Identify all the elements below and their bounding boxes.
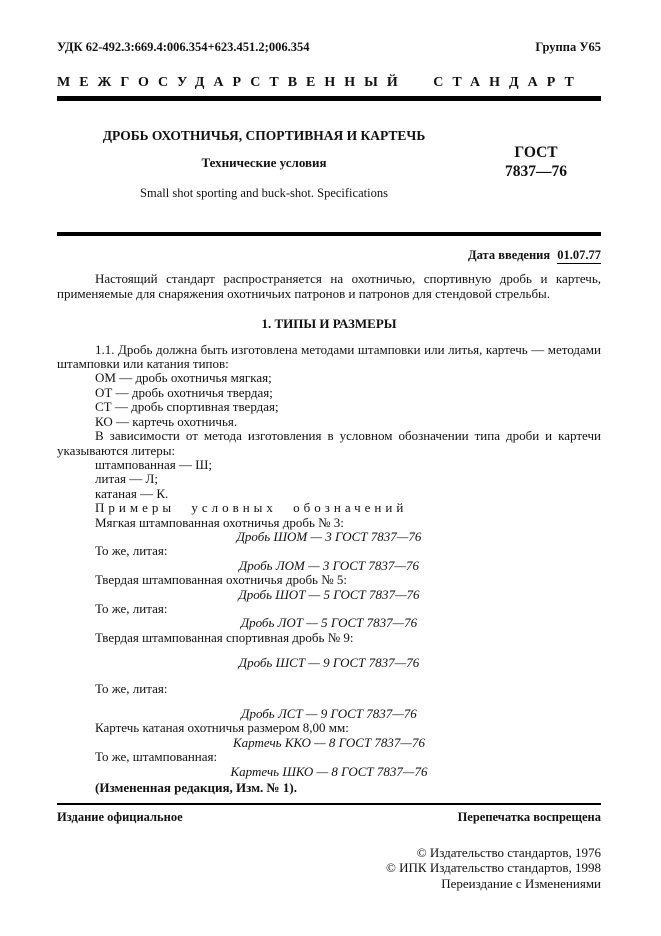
document-title: ДРОБЬ ОХОТНИЧЬЯ, СПОРТИВНАЯ И КАРТЕЧЬ	[102, 127, 426, 143]
top-row	[57, 40, 601, 54]
letter-item: литая — Л;	[95, 471, 158, 487]
example-designation: Дробь ЛОМ — 3 ГОСТ 7837—76	[239, 557, 419, 573]
title-column	[57, 129, 471, 200]
example-label: То же, литая:	[95, 680, 168, 696]
group-code: Группа У65	[535, 40, 601, 54]
copyright-line: © ИПК Издательство стандартов, 1998	[386, 860, 601, 876]
copyright-line: Переиздание с Изменениями	[441, 875, 601, 891]
example-designation: Картечь ШКО — 8 ГОСТ 7837—76	[230, 763, 428, 779]
horizontal-rule-thick	[57, 232, 601, 236]
date-label: Дата введения	[468, 248, 551, 263]
type-item: ОМ — дробь охотничья мягкая;	[95, 370, 272, 386]
clause-1-1: 1.1. Дробь должна быть изготовлена методами штамповки или литья, картечь — методами штамповки или катания типов:	[57, 341, 601, 372]
example-label: Твердая штампованная спортивная дробь № 9:	[95, 629, 354, 645]
introduction-date-line	[57, 248, 601, 262]
letter-item: катаная — К.	[95, 485, 169, 501]
document-subtitle: Технические условия	[201, 155, 327, 171]
copyright-block	[57, 845, 601, 892]
example-label: Мягкая штампованная охотничья дробь № 3:	[95, 514, 344, 530]
example-designation: Картечь ККО — 8 ГОСТ 7837—76	[233, 734, 425, 750]
examples-heading: Примеры условных обозначений	[95, 500, 408, 516]
scope-paragraph: Настоящий стандарт распространяется на охотничью, спортивную дробь и картечь, применяемые для снаряжения охотничьих патронов и патронов для стендовой стрельбы.	[57, 271, 601, 301]
example-designation: Дробь ЛОТ — 5 ГОСТ 7837—76	[240, 615, 418, 631]
designation-gost: ГОСТ	[514, 143, 558, 161]
example-designation: Дробь ЛСТ — 9 ГОСТ 7837—76	[241, 706, 417, 721]
footer-rule	[57, 803, 601, 805]
example-designation: Дробь ШОТ — 5 ГОСТ 7837—76	[238, 586, 420, 602]
letter-item: штампованная — Ш;	[95, 456, 212, 472]
type-item: КО — картечь охотничья.	[95, 413, 238, 429]
official-edition-label: Издание официальное	[57, 810, 183, 825]
standard-designation	[471, 143, 601, 200]
amendment-note: (Измененная редакция, Изм. № 1).	[95, 780, 297, 796]
section-1-heading: 1. ТИПЫ И РАЗМЕРЫ	[261, 316, 397, 332]
udc-code: УДК 62-492.3:669.4:006.354+623.451.2;006.354	[57, 40, 310, 54]
reprint-prohibited-label: Перепечатка воспрещена	[457, 810, 601, 825]
designation-number: 7837—76	[505, 162, 567, 180]
copyright-line: © Издательство стандартов, 1976	[416, 844, 601, 860]
type-item: ОТ — дробь охотничья твердая;	[95, 384, 273, 400]
document-title-english: Small shot sporting and buck-shot. Specifications	[140, 185, 388, 200]
example-designation: Дробь ШСТ — 9 ГОСТ 7837—76	[238, 655, 420, 671]
method-note: В зависимости от метода изготовления в условном обозначении типа дроби и картечи указываются литеры:	[57, 428, 601, 458]
footer-row	[57, 810, 601, 824]
example-label: Картечь катаная охотничья размером 8,00 мм:	[95, 720, 349, 736]
example-label: Твердая штампованная охотничья дробь № 5:	[95, 572, 347, 588]
example-designation: Дробь ШОМ — 3 ГОСТ 7837—76	[236, 528, 422, 544]
title-block	[57, 129, 601, 200]
standard-type-banner: МЕЖГОСУДАРСТВЕННЫЙ СТАНДАРТ	[57, 76, 601, 100]
date-value: 01.07.77	[557, 248, 601, 263]
example-label: То же, литая:	[95, 543, 168, 559]
example-label: То же, штампованная:	[95, 749, 218, 765]
example-label: То же, литая:	[95, 600, 168, 616]
type-item: СТ — дробь спортивная твердая;	[95, 399, 279, 415]
